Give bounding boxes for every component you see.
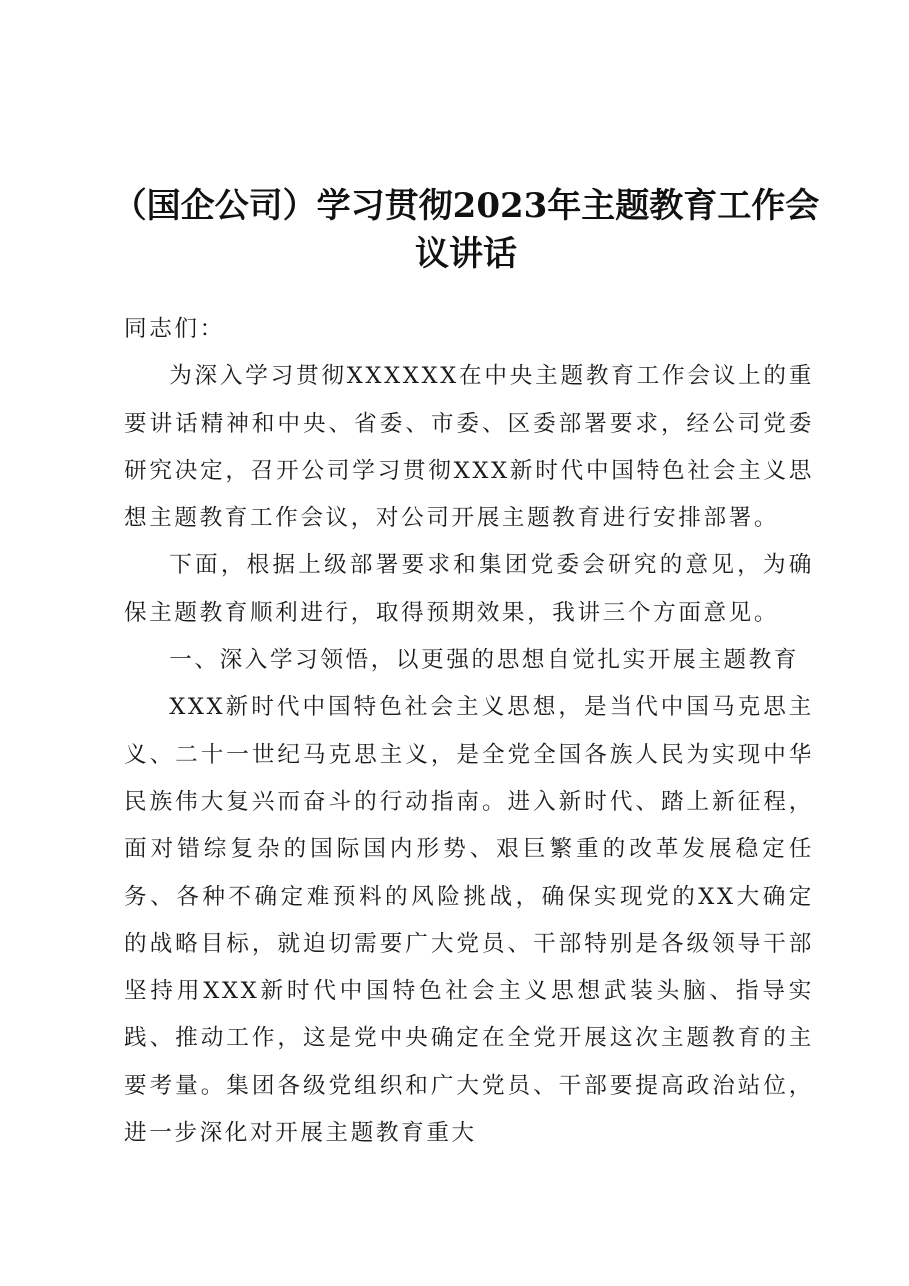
document-body — [124, 306, 814, 1157]
document-title: （国企公司）学习贯彻2023年主题教育工作会议讲话 — [112, 186, 820, 274]
paragraph-section-1: XXX新时代中国特色社会主义思想，是当代中国马克思主义、二十一世纪马克思主义，是全党全国各族人民为实现中华民族伟大复兴而奋斗的行动指南。进入新时代、踏上新征程，面对错综复杂的国际国内形势、艰巨繁重的改革发展稳定任务、各种不确定难预料的风险挑战，确保实现党的XX大确定的战略目标，就迫切需要广大党员、干部特别是各级领导干部坚持用XXX新时代中国特色社会主义思想武装头脑、指导实践、推动工作，这是党中央确定在全党开展这次主题教育的主要考量。集团各级党组织和广大党员、干部要提高政治站位，进一步深化对开展主题教育重大 — [124, 694, 814, 1147]
paragraph-intro: 为深入学习贯彻XXXXXX在中央主题教育工作会议上的重要讲话精神和中央、省委、市委、区委部署要求，经公司党委研究决定，召开公司学习贯彻XXX新时代中国特色社会主义思想主题教育工作会议，对公司开展主题教育进行安排部署。 — [124, 363, 814, 532]
paragraph-outline: 下面，根据上级部署要求和集团党委会研究的意见，为确保主题教育顺利进行，取得预期效果，我讲三个方面意见。 — [124, 552, 814, 626]
salutation: 同志们： — [124, 316, 225, 342]
section-heading-1: 一、深入学习领悟，以更强的思想自觉扎实开展主题教育 — [169, 647, 800, 674]
